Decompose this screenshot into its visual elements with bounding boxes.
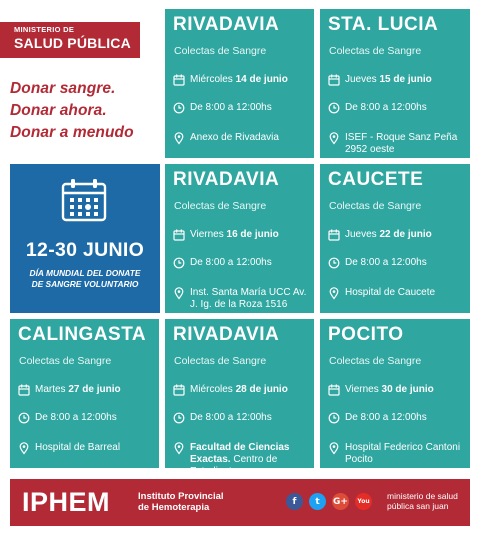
- card-day: Martes: [35, 384, 69, 395]
- card-place-row: [173, 287, 310, 311]
- ministry-footer-line: ministerio de salud: [387, 491, 458, 501]
- card-subtitle: Colectas de Sangre: [329, 355, 422, 367]
- social-links: [286, 493, 378, 510]
- card-city: RIVADAVIA: [173, 169, 280, 190]
- calendar-icon: [328, 74, 340, 86]
- clock-icon: [328, 102, 340, 114]
- clock-icon: [328, 412, 340, 424]
- location-pin-icon: [173, 132, 185, 144]
- slogan-line: Donar sangre.: [10, 80, 116, 97]
- card-time: De 8:00 a 12:00hs: [35, 412, 117, 423]
- card-place-row: [173, 132, 310, 144]
- google-plus-icon[interactable]: G+: [332, 493, 349, 510]
- card-time: De 8:00 a 12:00hs: [190, 412, 272, 423]
- collection-card: [10, 319, 159, 468]
- youtube-icon[interactable]: You: [355, 493, 372, 510]
- iphem-logo: IPHEM: [22, 487, 111, 517]
- card-city: POCITO: [328, 324, 404, 345]
- location-pin-icon: [18, 442, 30, 454]
- card-city: RIVADAVIA: [173, 324, 280, 345]
- calendar-icon: [61, 178, 107, 222]
- card-place: ISEF - Roque Sanz Peña 2952 oeste: [345, 132, 458, 155]
- card-place: Inst. Santa María UCC Av. J. Ig. de la Roza 1516: [190, 287, 307, 310]
- card-place: Centro de Estudiantes: [190, 454, 278, 477]
- card-day: Jueves: [345, 229, 380, 240]
- collection-card: [165, 9, 314, 158]
- card-place-row: [328, 132, 466, 156]
- clock-icon: [18, 412, 30, 424]
- location-pin-icon: [328, 287, 340, 299]
- campaign-description-line: DÍA MUNDIAL DEL DONATE: [29, 268, 141, 278]
- card-date-row: [328, 229, 466, 241]
- ministry-footer-logo: [387, 491, 458, 511]
- card-place-bold: Facultad de Ciencias Exactas.: [190, 442, 290, 465]
- card-subtitle: Colectas de Sangre: [174, 200, 267, 212]
- twitter-icon[interactable]: t: [309, 493, 326, 510]
- calendar-icon: [173, 74, 185, 86]
- location-pin-icon: [173, 287, 185, 299]
- facebook-icon[interactable]: f: [286, 493, 303, 510]
- card-date: 14 de junio: [235, 74, 288, 85]
- card-place: Hospital de Caucete: [345, 287, 436, 298]
- collection-card: [320, 319, 470, 468]
- campaign-description-line: DE SANGRE VOLUNTARIO: [31, 279, 139, 289]
- card-time-row: [173, 257, 310, 269]
- collection-card: [165, 164, 314, 313]
- card-subtitle: Colectas de Sangre: [174, 45, 267, 57]
- card-place-row: [18, 442, 155, 454]
- ministry-label-top: MINISTERIO DE: [14, 25, 75, 34]
- card-subtitle: Colectas de Sangre: [174, 355, 267, 367]
- card-time: De 8:00 a 12:00hs: [345, 257, 427, 268]
- card-date-row: [173, 229, 310, 241]
- card-date: 16 de junio: [226, 229, 279, 240]
- card-date: 22 de junio: [379, 229, 432, 240]
- clock-icon: [173, 412, 185, 424]
- card-time-row: [328, 412, 466, 424]
- card-place: Anexo de Rivadavia: [190, 132, 279, 143]
- collection-card: [320, 164, 470, 313]
- card-time-row: [18, 412, 155, 424]
- calendar-icon: [173, 229, 185, 241]
- card-subtitle: Colectas de Sangre: [329, 45, 422, 57]
- clock-icon: [173, 102, 185, 114]
- campaign-description: [14, 268, 156, 290]
- card-day: Viernes: [345, 384, 382, 395]
- footer-bar: [10, 479, 470, 526]
- card-time-row: [173, 412, 310, 424]
- card-city: RIVADAVIA: [173, 14, 280, 35]
- card-place-row: [173, 442, 310, 478]
- card-place-row: [328, 442, 466, 466]
- card-subtitle: Colectas de Sangre: [19, 355, 112, 367]
- card-day: Miércoles: [190, 74, 236, 85]
- card-subtitle: Colectas de Sangre: [329, 200, 422, 212]
- calendar-icon: [328, 384, 340, 396]
- calendar-icon: [173, 384, 185, 396]
- card-place: Hospital de Barreal: [35, 442, 121, 453]
- campaign-dates: 12-30 JUNIO: [25, 239, 145, 261]
- card-time-row: [328, 102, 466, 114]
- card-date: 15 de junio: [379, 74, 432, 85]
- collection-card: [165, 319, 314, 477]
- card-city: CAUCETE: [328, 169, 424, 190]
- clock-icon: [328, 257, 340, 269]
- location-pin-icon: [328, 442, 340, 454]
- calendar-icon: [18, 384, 30, 396]
- card-date: 27 de junio: [68, 384, 121, 395]
- card-city: CALINGASTA: [18, 324, 147, 345]
- slogan: [10, 78, 160, 144]
- card-date: 30 de junio: [381, 384, 434, 395]
- card-date-row: [328, 384, 466, 396]
- card-date: 28 de junio: [235, 384, 288, 395]
- card-day: Miércoles: [190, 384, 236, 395]
- card-date-row: [173, 74, 310, 86]
- institute-name-line: Instituto Provincial: [138, 491, 224, 502]
- card-date-row: [328, 74, 466, 86]
- card-place: Hospital Federico Cantoni Pocito: [345, 442, 461, 465]
- institute-name-line: de Hemoterapia: [138, 502, 210, 513]
- card-place-row: [328, 287, 466, 299]
- ministry-footer-line: pública san juan: [387, 501, 449, 511]
- ministry-label-main: SALUD PÚBLICA: [14, 35, 131, 51]
- card-time: De 8:00 a 12:00hs: [345, 102, 427, 113]
- card-date-row: [173, 384, 310, 396]
- slogan-line: Donar ahora.: [10, 102, 107, 119]
- card-date-row: [18, 384, 155, 396]
- institute-name: [138, 491, 224, 513]
- card-time-row: [173, 102, 310, 114]
- campaign-hero: [10, 164, 160, 313]
- card-time: De 8:00 a 12:00hs: [345, 412, 427, 423]
- location-pin-icon: [328, 132, 340, 144]
- slogan-line: Donar a menudo: [10, 124, 134, 141]
- card-time: De 8:00 a 12:00hs: [190, 257, 272, 268]
- card-time: De 8:00 a 12:00hs: [190, 102, 272, 113]
- location-pin-icon: [173, 442, 185, 454]
- card-day: Jueves: [345, 74, 380, 85]
- calendar-icon: [328, 229, 340, 241]
- card-city: STA. LUCIA: [328, 14, 439, 35]
- ministry-badge: [0, 22, 140, 58]
- collection-card: [320, 9, 470, 158]
- card-time-row: [328, 257, 466, 269]
- card-day: Viernes: [190, 229, 227, 240]
- clock-icon: [173, 257, 185, 269]
